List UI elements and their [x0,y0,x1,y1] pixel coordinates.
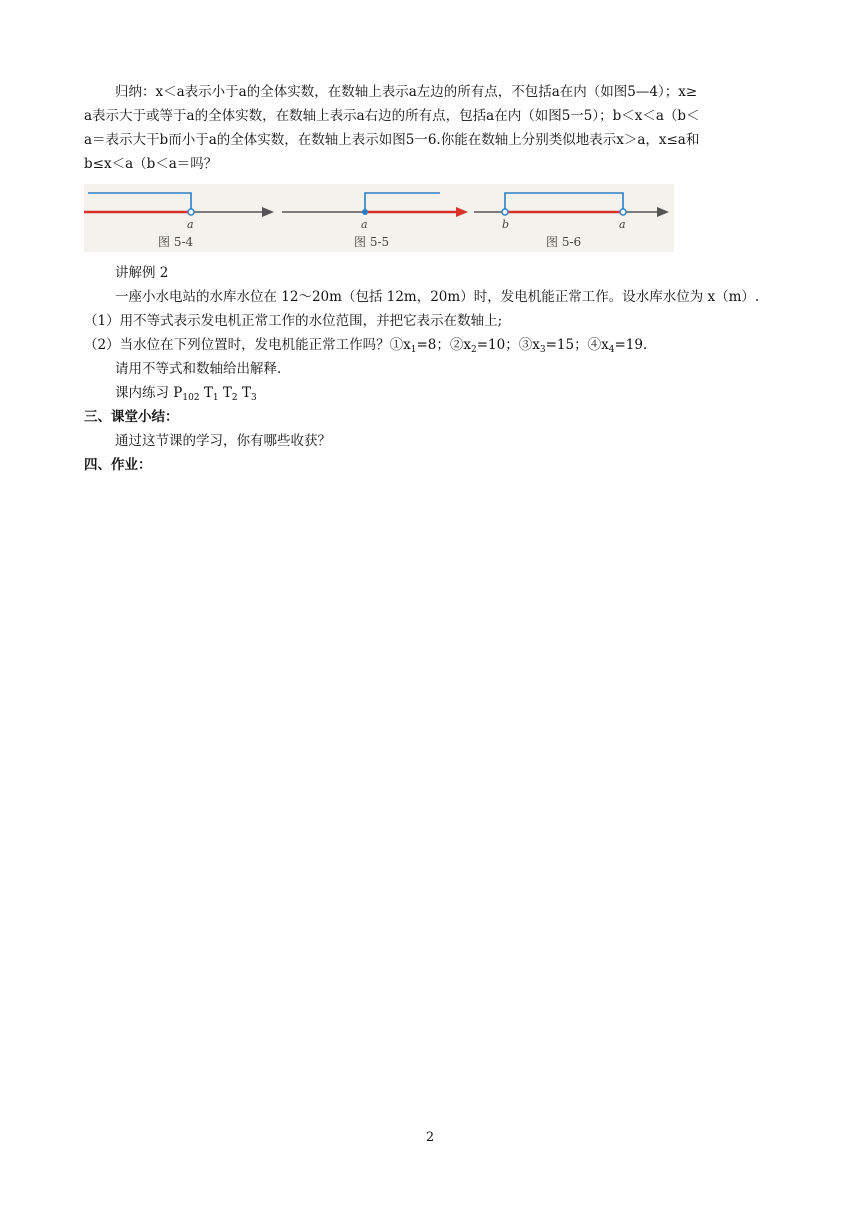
q2-item [450,337,519,353]
fig2-closed-point [362,209,368,215]
fig1-open-point [188,209,194,215]
practice-item [242,385,257,401]
q2-item-mark: ③x [518,337,540,353]
fig1-point-label: a [187,218,194,231]
q2-item-value: =10； [476,337,519,353]
practice-line [115,383,257,403]
q2-item [519,337,588,353]
example-question-1: （1）用不等式表示发电机正常工作的水位范围，并把它表示在数轴上; [84,313,503,329]
example-note: 请用不等式和数轴给出解释. [115,361,282,377]
section-3-text: 通过这节课的学习，你有哪些收获？ [115,433,331,449]
fig3-left-label: b [502,218,510,231]
question-2-prefix: （2）当水位在下列位置时，发电机能正常工作吗？ [84,337,390,353]
q2-item-value: =19. [614,337,648,353]
q2-item-mark: ②x [449,337,471,353]
fig2-blue-bracket [365,193,440,212]
fig3-left-open-point [502,209,508,215]
q2-item-value: =8； [416,337,450,353]
q2-item-sub: 3 [539,345,546,355]
example-line-1: 一座小水电站的水库水位在 12～20m（包括 12m，20m）时，发电机能正常工作。设水库水位为 x（m）. [115,289,760,305]
fig1-axis-arrow [262,207,274,217]
page-number: 2 [425,1130,435,1145]
fig2-point-label: a [361,218,368,231]
practice-item-t: T [241,385,251,401]
fig3-caption: 图 5-6 [546,235,582,249]
number-line-figures [84,184,674,252]
summary-line-1: 归纳：x＜a表示小于a的全体实数，在数轴上表示a左边的所有点，不包括a在内（如图5—4）；x≥ [115,84,698,100]
practice-item-t: T [222,385,232,401]
practice-item-sub: 1 [212,393,219,403]
figure-5-4 [84,193,274,249]
section-4-heading: 四、作业： [84,457,152,473]
example-title: 讲解例 2 [115,265,169,281]
q2-item-mark: ①x [389,337,411,353]
q2-item [588,337,648,353]
q2-item-sub: 1 [410,345,417,355]
practice-item-sub: 3 [250,393,257,403]
fig3-right-open-point [620,209,626,215]
q2-item-sub: 4 [608,345,615,355]
figure-5-6 [474,193,669,249]
fig2-axis-arrow [456,207,468,217]
fig3-blue-bracket [505,193,623,209]
fig1-blue-bracket [88,193,191,209]
q2-item-value: =15； [545,337,588,353]
fig1-caption: 图 5-4 [158,235,194,249]
summary-line-3: a＝表示大干b而小于a的全体实数，在数轴上表示如图5一6.你能在数轴上分别类似地表示x＞a，x≤a和 [84,132,700,148]
fig3-right-label: a [619,218,626,231]
fig2-caption: 图 5-5 [354,235,390,249]
q2-item [390,337,450,353]
summary-line-2: a表示大于或等于a的全体实数，在数轴上表示a右边的所有点，包括a在内（如图5一5）；b＜x＜a（b＜ [84,108,700,124]
practice-page-sub: 102 [182,393,200,403]
practice-prefix: 课内练习 P [115,385,183,401]
number-line-figures-svg [84,184,674,252]
q2-item-sub: 2 [470,345,477,355]
figure-5-5 [282,193,468,249]
q2-item-mark: ④x [587,337,609,353]
practice-item-sub: 2 [231,393,238,403]
practice-item [204,385,219,401]
practice-item-t: T [203,385,213,401]
example-question-2 [84,335,647,355]
summary-line-4: b≤x＜a（b＜a＝吗？ [84,156,218,172]
fig3-axis-arrow [657,207,669,217]
practice-item [223,385,238,401]
section-3-heading: 三、课堂小结： [84,409,179,425]
